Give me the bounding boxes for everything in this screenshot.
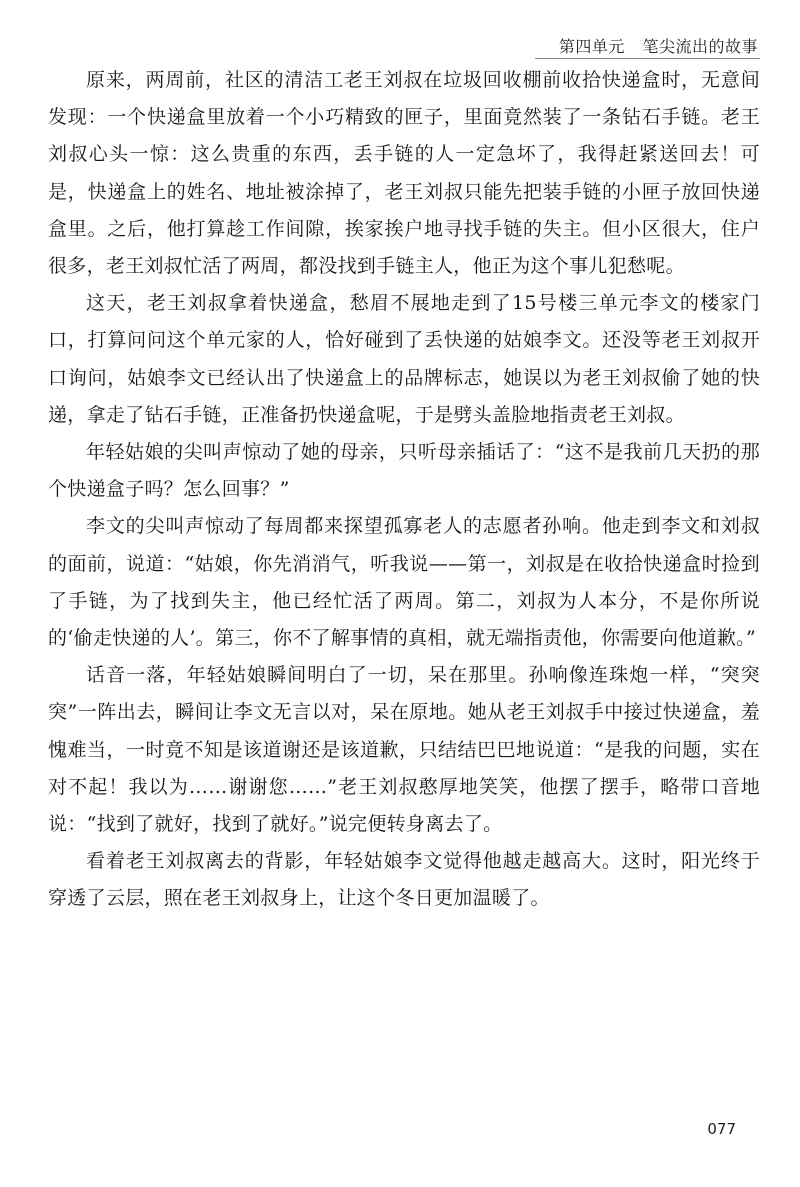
paragraph-1: 原来，两周前，社区的清洁工老王刘叔在垃圾回收棚前收拾快递盒时，无意间发现：一个快递盒里放着一个小巧精致的匣子，里面竟然装了一条钻石手链。老王刘叔心头一惊：这么贵重的东西，丢手链的人一定急坏了，我得赶紧送回去！可是，快递盒上的姓名、地址被涂掉了，老王刘叔只能先把装手链的小匣子放回快递盒里。之后，他打算趁工作间隙，挨家挨户地寻找手链的失主。但小区很大，住户很多，老王刘叔忙活了两周，都没找到手链主人，他正为这个事儿犯愁呢。 — [48, 69, 760, 278]
paragraph-3: 年轻姑娘的尖叫声惊动了她的母亲，只听母亲插话了：“这不是我前几天扔的那个快递盒子吗？怎么回事？” — [48, 441, 760, 501]
page-number: 077 — [707, 1120, 736, 1138]
paragraph-6: 看着老王刘叔离去的背影，年轻姑娘李文觉得他越走越高大。这时，阳光终于穿透了云层，照在老王刘叔身上，让这个冬日更加温暖了。 — [48, 850, 760, 910]
paragraph-2: 这天，老王刘叔拿着快递盒，愁眉不展地走到了15号楼三单元李文的楼家门口，打算问问这个单元家的人，恰好碰到了丢快递的姑娘李文。还没等老王刘叔开口询问，姑娘李文已经认出了快递盒上的品牌标志，她误以为老王刘叔偷了她的快递，拿走了钻石手链，正准备扔快递盒呢，于是劈头盖脸地指责老王刘叔。 — [48, 292, 760, 426]
unit-label: 第四单元 — [558, 37, 625, 56]
article-body — [48, 62, 760, 918]
unit-title: 笔尖流出的故事 — [642, 37, 758, 56]
running-header — [559, 34, 758, 57]
paragraph-4: 李文的尖叫声惊动了每周都来探望孤寡老人的志愿者孙响。他走到李文和刘叔的面前，说道：“姑娘，你先消消气，听我说——第一，刘叔是在收拾快递盒时捡到了手链，为了找到失主，他已经忙活了两周。第二，刘叔为人本分，不是你所说的‘偷走快递的人’。第三，你不了解事情的真相，就无端指责他，你需要向他道歉。” — [48, 515, 760, 650]
paragraph-5: 话音一落，年轻姑娘瞬间明白了一切，呆在那里。孙响像连珠炮一样，“突突突”一阵出去，瞬间让李文无言以对，呆在原地。她从老王刘叔手中接过快递盒，羞愧难当，一时竟不知是该道谢还是该道歉，只结结巴巴地说道：“是我的问题，实在对不起！我以为……谢谢您……”老王刘叔憨厚地笑笑，他摆了摆手，略带口音地说：“找到了就好，找到了就好。”说完便转身离去了。 — [48, 664, 760, 836]
header-rule — [535, 58, 760, 59]
